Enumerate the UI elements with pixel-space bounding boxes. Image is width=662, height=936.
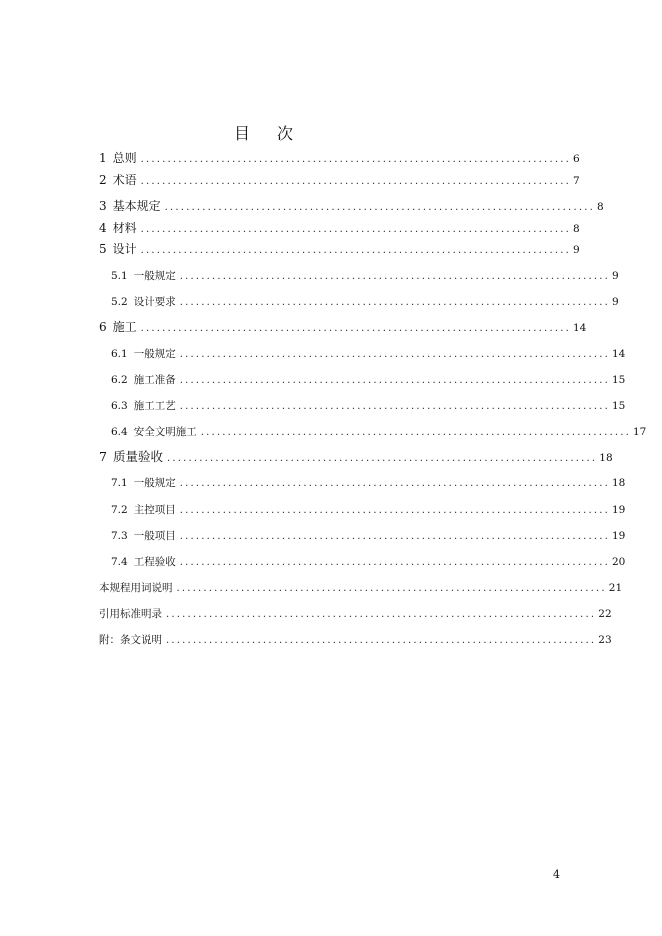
toc-subentry[interactable] <box>111 346 626 363</box>
toc-entry-label: 质量验收 <box>112 449 163 464</box>
toc-subentry[interactable] <box>111 502 626 519</box>
toc-entry-number: 3 <box>99 199 107 213</box>
toc-entry-page: 23 <box>598 634 612 646</box>
toc-entry-leader: ................................................................................ <box>179 557 610 568</box>
toc-entry-number: 7.4 <box>111 556 128 568</box>
toc-entry[interactable] <box>99 241 580 259</box>
toc-entry-label: 工程验收 <box>133 556 176 568</box>
toc-entry-page: 18 <box>612 477 626 489</box>
toc-entry-page: 19 <box>612 504 626 516</box>
toc-entry-page: 17 <box>633 426 647 438</box>
toc-entry-label: 一般规定 <box>133 348 176 360</box>
toc-entry-number: 6.1 <box>111 348 128 360</box>
toc-entry-page: 9 <box>612 270 619 282</box>
toc-entry-leader: ................................................................................ <box>179 531 610 542</box>
toc-entry-leader: ................................................................................ <box>140 245 571 256</box>
toc-entry-page: 9 <box>572 244 580 256</box>
toc-entry-label: 施工 <box>112 320 137 334</box>
toc-entry-page: 7 <box>572 175 580 187</box>
toc-entry-page: 9 <box>612 296 619 308</box>
toc-entry-number: 5.2 <box>111 296 128 308</box>
toc-entry-page: 22 <box>598 608 612 620</box>
toc-entry-number: 6.3 <box>111 400 128 412</box>
toc-entry-leader: ................................................................................ <box>176 583 607 594</box>
toc-subentry[interactable] <box>111 554 626 571</box>
toc-entry-number: 5 <box>99 242 107 256</box>
toc-entry-leader: ................................................................................ <box>179 505 610 516</box>
toc-entry-page: 6 <box>572 153 580 165</box>
toc-entry-page: 18 <box>599 452 613 464</box>
toc-subentry[interactable] <box>111 294 619 311</box>
toc-title-right: 次 <box>277 124 295 143</box>
toc-subentry[interactable] <box>111 424 647 441</box>
toc-entry-label: 材料 <box>112 221 137 235</box>
toc-entry-leader: ................................................................................ <box>166 635 597 646</box>
toc-entry-label: 一般规定 <box>133 477 176 489</box>
toc-entry-page: 14 <box>612 348 626 360</box>
toc-entry-leader: ................................................................................ <box>179 375 610 386</box>
toc-entry-number: 5.1 <box>111 270 128 282</box>
toc-entry-label: 一般项目 <box>133 530 176 542</box>
toc-entry-page: 14 <box>572 322 587 334</box>
toc-entry-number: 4 <box>99 221 107 235</box>
toc-entry-label: 施工准备 <box>133 374 176 386</box>
toc-subentry[interactable] <box>111 475 626 492</box>
toc-subentry[interactable] <box>111 372 626 389</box>
toc-entry-label: 总则 <box>112 151 137 165</box>
toc-entry-label: 引用标准明录 <box>99 608 162 620</box>
toc-entry-label: 施工工艺 <box>133 400 176 412</box>
toc-entry[interactable] <box>99 632 612 649</box>
toc-subentry[interactable] <box>111 268 619 285</box>
toc-entry-label: 术语 <box>112 173 137 187</box>
toc-entry-page: 8 <box>596 201 604 213</box>
toc-entry-leader: ................................................................................ <box>140 323 571 334</box>
toc-entry-number: 6.2 <box>111 374 128 386</box>
toc-entry-leader: ................................................................................ <box>179 401 610 412</box>
toc-entry-label: 一般规定 <box>133 270 176 282</box>
toc-entry-number: 6.4 <box>111 426 128 438</box>
toc-entry-label: 主控项目 <box>133 504 176 516</box>
toc-entry-leader: ................................................................................ <box>179 478 610 489</box>
toc-entry-number: 1 <box>99 151 107 165</box>
toc-entry-number: 7.2 <box>111 504 128 516</box>
toc-entry-leader: ................................................................................ <box>140 176 571 187</box>
toc-entry-label: 本规程用词说明 <box>99 582 173 594</box>
toc-entry-page: 8 <box>572 223 580 235</box>
toc-entry[interactable] <box>99 172 580 190</box>
toc-entry-label: 设计要求 <box>133 296 176 308</box>
page-number: 4 <box>553 868 560 881</box>
toc-entry-page: 15 <box>612 374 626 386</box>
toc-entry[interactable] <box>99 606 612 623</box>
toc-entry-label: 设计 <box>112 242 137 256</box>
toc-entry-leader: ................................................................................ <box>179 297 610 308</box>
toc-subentry[interactable] <box>111 398 626 415</box>
toc-entry-page: 21 <box>608 582 623 594</box>
toc-entry-label: 安全文明施工 <box>133 426 197 438</box>
toc-entry-number: 6 <box>99 320 107 334</box>
toc-entry-leader: ................................................................................ <box>164 202 595 213</box>
toc-entry-page: 20 <box>612 556 626 568</box>
toc-entry-leader: ................................................................................ <box>140 224 571 235</box>
toc-entry-leader: ................................................................................ <box>200 427 631 438</box>
toc-entry-number: 7.3 <box>111 530 128 542</box>
toc-entry-leader: ................................................................................ <box>179 271 610 282</box>
toc-entry-label: 附：条文说明 <box>99 634 162 646</box>
toc-subentry[interactable] <box>111 528 626 545</box>
toc-entry[interactable] <box>99 198 604 216</box>
toc-entry-page: 15 <box>612 400 626 412</box>
toc-entry-leader: ................................................................................ <box>140 154 571 165</box>
toc-entry-page: 19 <box>612 530 626 542</box>
toc-entry[interactable] <box>99 319 587 337</box>
toc-entry-leader: ................................................................................ <box>166 453 598 464</box>
toc-entry-number: 7.1 <box>111 477 128 489</box>
toc-entry[interactable] <box>99 580 623 597</box>
toc-entry-leader: ................................................................................ <box>166 609 597 620</box>
toc-entry-leader: ................................................................................ <box>179 349 610 360</box>
toc-entry[interactable] <box>99 449 613 467</box>
toc-title-left: 目 <box>233 124 251 143</box>
toc-entry-number: 2 <box>99 173 107 187</box>
toc-entry[interactable] <box>99 150 580 168</box>
toc-entry-number: 7 <box>99 449 107 464</box>
toc-entry[interactable] <box>99 220 580 238</box>
toc-entry-label: 基本规定 <box>112 199 161 213</box>
